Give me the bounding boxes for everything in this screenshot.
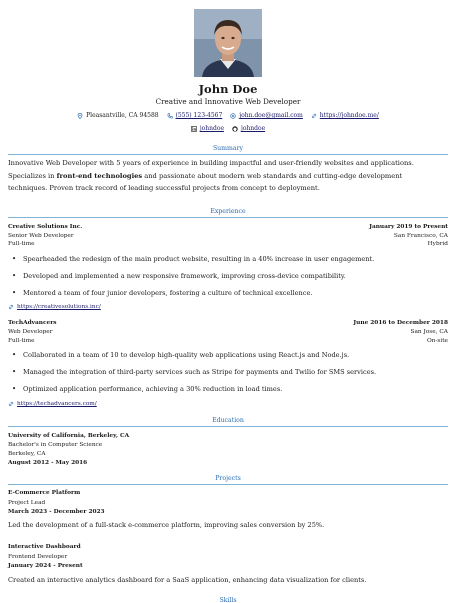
- summary-heading: Summary: [212, 145, 244, 152]
- job-2-header: [8, 319, 448, 328]
- job-2-type: Full-time: [8, 338, 35, 344]
- project-1-name: E-Commerce Platform: [8, 490, 81, 496]
- summary-line-2-start: Specializes in: [8, 171, 57, 180]
- job-1-bullet-3: • Mentored a team of four junior developers, fostering a culture of technical excellence.: [23, 289, 448, 297]
- job-2-bullet-1: • Collaborated in a team of 10 to develop high-quality web applications using React.js and Node.js.: [23, 351, 448, 359]
- job-1-role: Senior Web Developer: [8, 233, 74, 239]
- education-divider: [8, 426, 448, 427]
- summary-divider: [8, 154, 448, 155]
- job-1-dates: January 2019 to Present: [369, 224, 448, 230]
- project-2-dates-row: [8, 562, 448, 571]
- job-1-bullet-1: • Spearheaded the redesign of the main product website, resulting in a 40% increase in user engagement.: [23, 255, 448, 263]
- contact-email[interactable]: [230, 112, 303, 119]
- linkedin-link[interactable]: johndoe: [199, 125, 225, 132]
- job-2-company: TechAdvancers: [8, 320, 57, 326]
- email-link[interactable]: john.doe@gmail.com: [239, 112, 303, 119]
- job-1-url[interactable]: https://creativesolutions.inc/: [17, 304, 101, 310]
- project-1-name-row: [8, 489, 448, 498]
- location-icon: [77, 113, 83, 119]
- education-degree-row: [8, 441, 448, 450]
- website-link[interactable]: https://johndoe.me/: [319, 112, 379, 119]
- job-2-url-row[interactable]: [8, 401, 97, 407]
- project-2-dates: January 2024 - Present: [8, 563, 83, 569]
- github-link[interactable]: johndoe: [240, 125, 266, 132]
- job-2-url[interactable]: https://techadvancers.com/: [17, 401, 97, 407]
- education-school: University of California, Berkeley, CA: [8, 433, 130, 439]
- candidate-tagline: Creative and Innovative Web Developer: [155, 97, 301, 106]
- job-2-bullet-3: • Optimized application performance, achieving a 30% reduction in load times.: [23, 385, 448, 393]
- project-2-role: Frontend Developer: [8, 554, 68, 560]
- social-row: [0, 125, 456, 134]
- job-2-type-row: [8, 337, 448, 346]
- contact-phone[interactable]: [167, 112, 223, 119]
- projects-divider: [8, 484, 448, 485]
- job-2-role-row: [8, 328, 448, 337]
- education-heading: Education: [212, 417, 244, 424]
- phone-link[interactable]: (555) 123-4567: [175, 112, 223, 119]
- education-location-row: [8, 450, 448, 459]
- project-1-dates-row: [8, 508, 448, 517]
- education-dates-row: [8, 459, 448, 468]
- job-2-bullet-2: • Managed the integration of third-party services such as Stripe for payments and Twilio for SMS services.: [23, 368, 448, 376]
- job-1-type-row: [8, 240, 448, 249]
- job-1-type: Full-time: [8, 241, 35, 247]
- candidate-name: John Doe: [198, 82, 258, 96]
- job-1-company: Creative Solutions Inc.: [8, 224, 83, 230]
- email-icon: [230, 113, 236, 119]
- contact-website[interactable]: [311, 112, 379, 119]
- profile-photo: [194, 9, 262, 77]
- job-1-header: [8, 223, 448, 232]
- job-2-role: Web Developer: [8, 329, 53, 335]
- job-2-location: San Jose, CA: [410, 329, 448, 335]
- link-icon: [311, 113, 317, 119]
- contact-location: [77, 112, 158, 119]
- projects-heading: Projects: [215, 475, 241, 482]
- project-2-name-row: [8, 543, 448, 552]
- project-1-description: Led the development of a full-stack e-commerce platform, improving sales conversion by 25%.: [8, 521, 325, 529]
- job-1-mode: Hybrid: [427, 241, 448, 247]
- contact-linkedin[interactable]: [191, 125, 224, 132]
- summary-line-1: Innovative Web Developer with 5 years of experience in building impactful and user-friendly websites and applications.: [8, 159, 414, 167]
- experience-heading: Experience: [210, 208, 246, 215]
- link-icon: [8, 401, 14, 407]
- contact-row: [0, 112, 456, 121]
- education-location: Berkeley, CA: [8, 451, 46, 457]
- skills-heading: Skills: [219, 597, 237, 603]
- summary-line-2-end: and passionate about modern web standards and cutting-edge development: [142, 171, 403, 180]
- phone-icon: [167, 113, 173, 119]
- education-school-row: [8, 432, 448, 441]
- location-text: Pleasantville, CA 94588: [86, 112, 159, 119]
- linkedin-icon: [191, 126, 197, 132]
- link-icon: [8, 304, 14, 310]
- summary-line-2: [8, 170, 448, 183]
- job-2-mode: On-site: [426, 338, 448, 344]
- summary-highlight: front-end technologies: [56, 171, 143, 180]
- job-2-dates: June 2016 to December 2018: [353, 320, 448, 326]
- contact-github[interactable]: [232, 125, 265, 132]
- job-1-url-row[interactable]: [8, 304, 101, 310]
- education-dates: August 2012 - May 2016: [8, 460, 88, 466]
- job-1-location: San Francisco, CA: [393, 233, 448, 239]
- summary-line-3: techniques. Proven track record of leading successful projects from concept to deployment.: [8, 184, 320, 192]
- experience-divider: [8, 217, 448, 218]
- project-1-role-row: [8, 499, 448, 508]
- summary-text: [8, 157, 448, 195]
- project-1-dates: March 2023 - December 2023: [8, 509, 105, 515]
- project-2-role-row: [8, 553, 448, 562]
- github-icon: [232, 126, 238, 132]
- education-degree: Bachelor's in Computer Science: [8, 442, 103, 448]
- portrait-image: [194, 9, 262, 77]
- project-1-role: Project Lead: [8, 500, 46, 506]
- job-1-bullet-2: • Developed and implemented a new responsive framework, improving cross-device compatibility.: [23, 272, 448, 280]
- project-2-name: Interactive Dashboard: [8, 544, 81, 550]
- project-2-description: Created an interactive analytics dashboard for a SaaS application, enhancing data visualization for clients.: [8, 576, 367, 584]
